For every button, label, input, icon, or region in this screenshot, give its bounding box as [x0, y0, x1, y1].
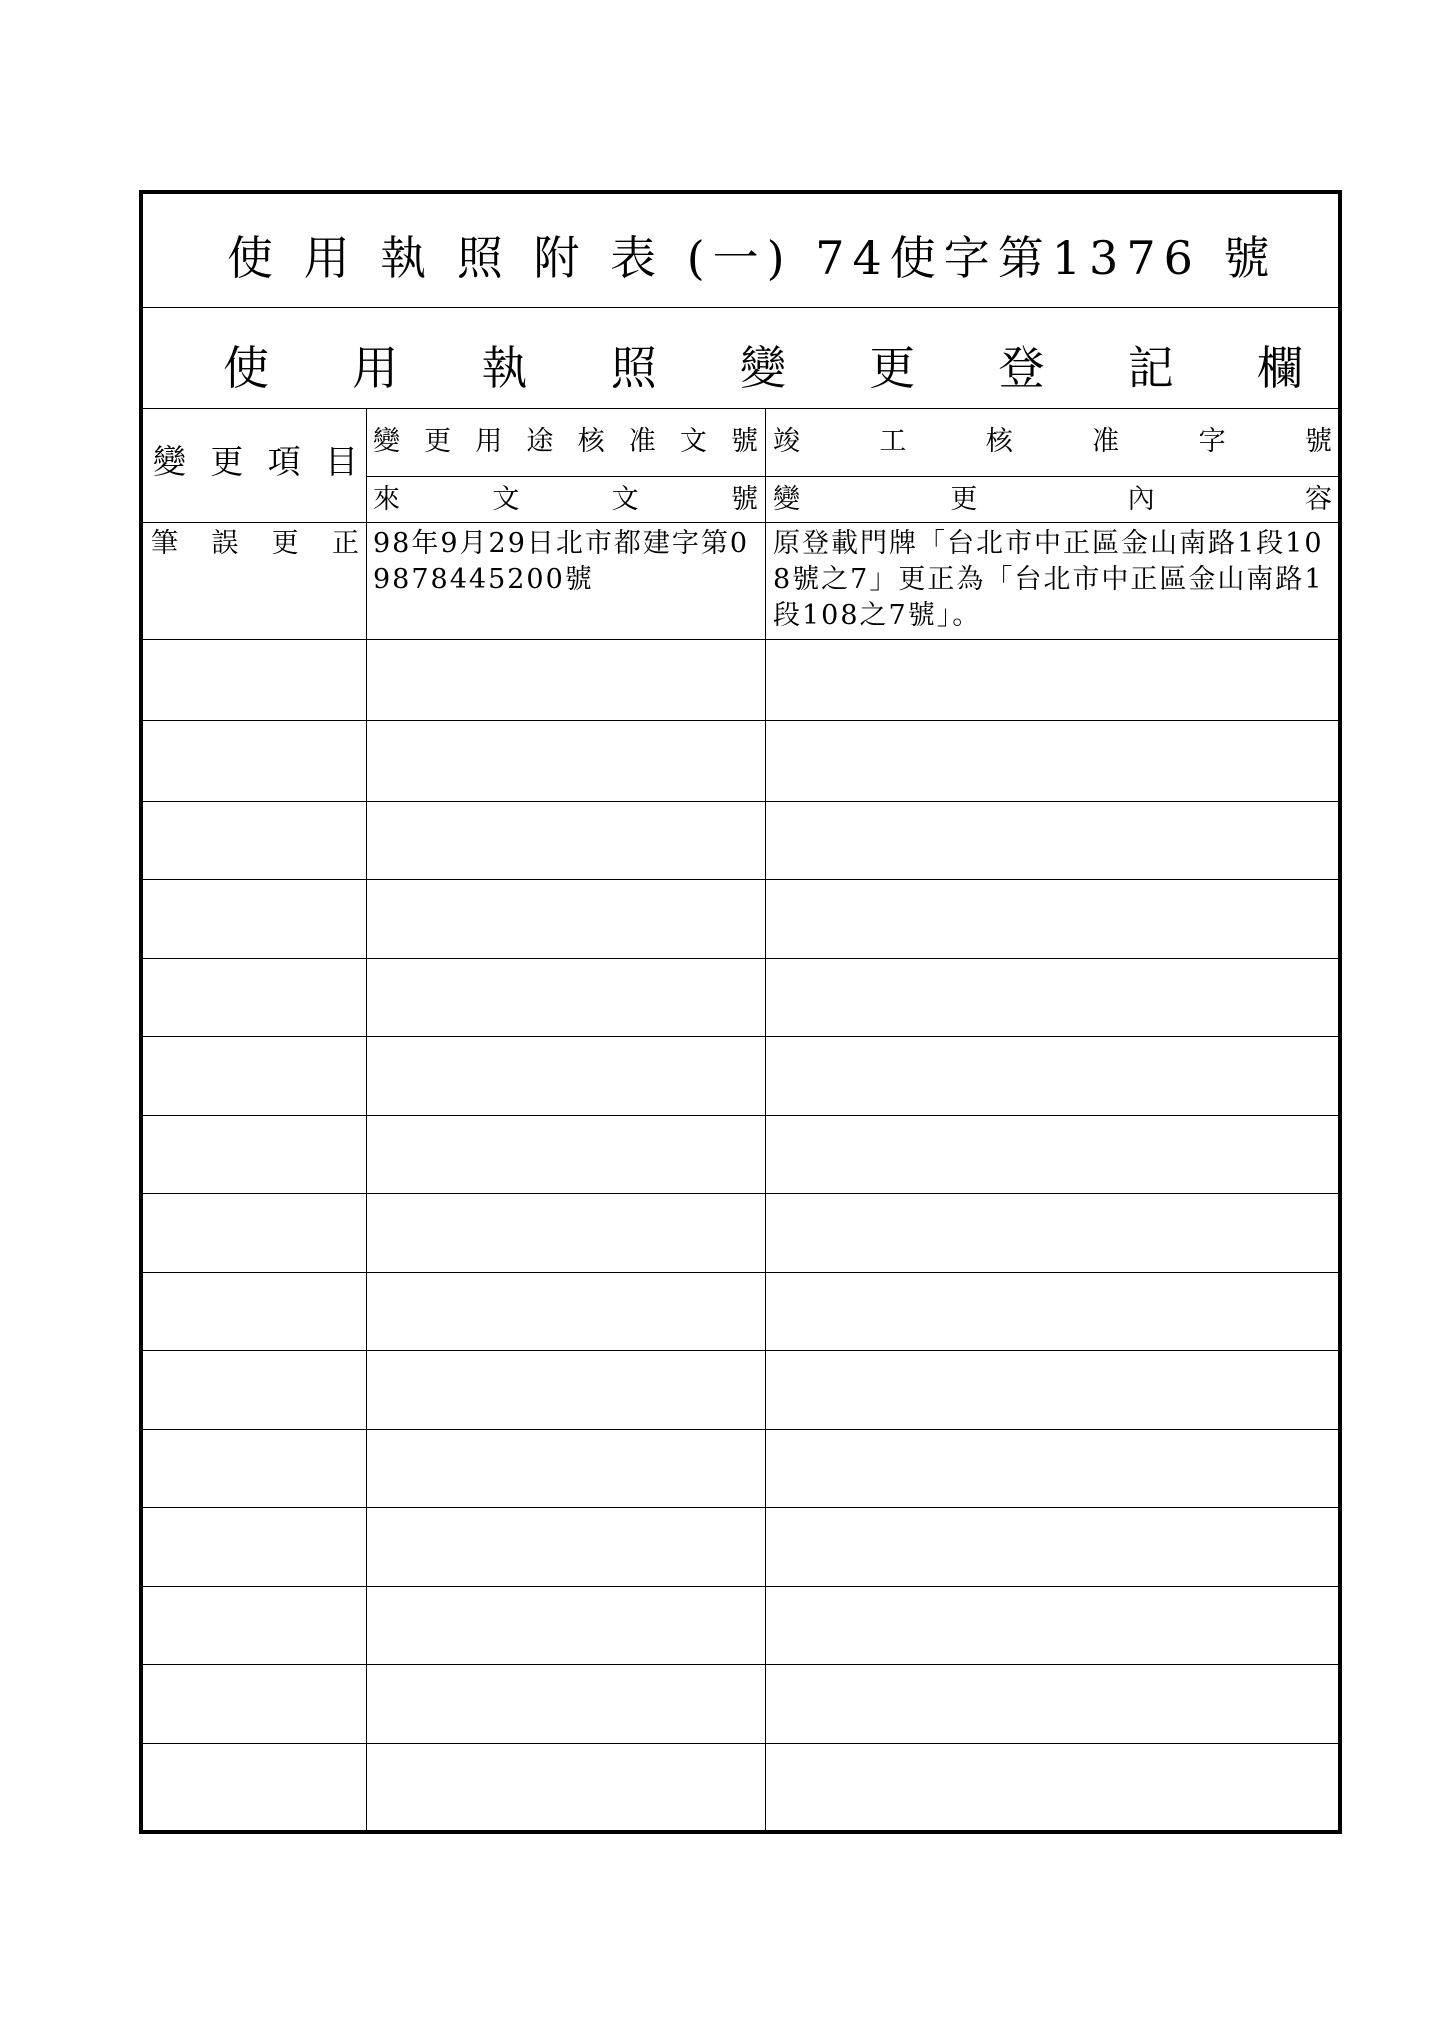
row-change-item: 筆 誤 更 正 — [151, 528, 359, 559]
row-divider — [143, 1507, 1338, 1508]
row-doc-no: 98年9月29日北市都建字第09878445200號 — [373, 528, 750, 595]
row-divider — [143, 1272, 1338, 1273]
row-change-content: 原登載門牌「台北市中正區金山南路1段108號之7」更正為「台北市中正區金山南路1段108之7號」。 — [773, 528, 1324, 631]
document-title: 使 用 執 照 附 表 (一) 74使字第1376 號 — [227, 231, 1278, 285]
header-completion-approval-no: 竣 工 核 准 字 號 — [773, 426, 1332, 457]
column-divider — [366, 409, 367, 1830]
row-divider — [143, 1664, 1338, 1665]
row-divider — [143, 801, 1338, 802]
column-divider — [765, 409, 766, 1830]
heading-char: 執 — [481, 341, 528, 395]
heading-char: 使 — [223, 341, 269, 395]
row-divider — [143, 958, 1338, 959]
row-divider — [143, 1350, 1338, 1351]
row-divider — [143, 1429, 1338, 1430]
license-annex-form — [139, 190, 1342, 1834]
heading-char: 登 — [998, 341, 1045, 395]
section-heading — [223, 332, 1303, 398]
header-change-content: 變 更 內 容 — [773, 484, 1332, 515]
row-divider — [143, 720, 1338, 721]
heading-char: 照 — [610, 341, 657, 395]
header-change-item: 變 更 項 目 — [153, 442, 358, 481]
heading-char: 欄 — [1257, 341, 1303, 395]
header-bottom-line — [143, 522, 1338, 523]
header-divider — [366, 476, 1338, 477]
row-divider — [143, 1586, 1338, 1587]
row-divider — [143, 1036, 1338, 1037]
title-row — [143, 194, 1338, 308]
change-register-table — [143, 409, 1338, 1830]
row-divider — [143, 639, 1338, 640]
row-divider — [143, 1743, 1338, 1744]
heading-char: 更 — [869, 341, 916, 395]
heading-char: 用 — [352, 341, 399, 395]
row-divider — [143, 1115, 1338, 1116]
row-divider — [143, 1193, 1338, 1194]
heading-char: 變 — [740, 341, 786, 395]
heading-row — [143, 308, 1338, 409]
header-incoming-doc-no: 來 文 文 號 — [373, 484, 758, 515]
heading-char: 記 — [1127, 341, 1174, 395]
row-divider — [143, 879, 1338, 880]
header-approval-doc-no: 變 更 用 途 核 准 文 號 — [373, 426, 758, 457]
